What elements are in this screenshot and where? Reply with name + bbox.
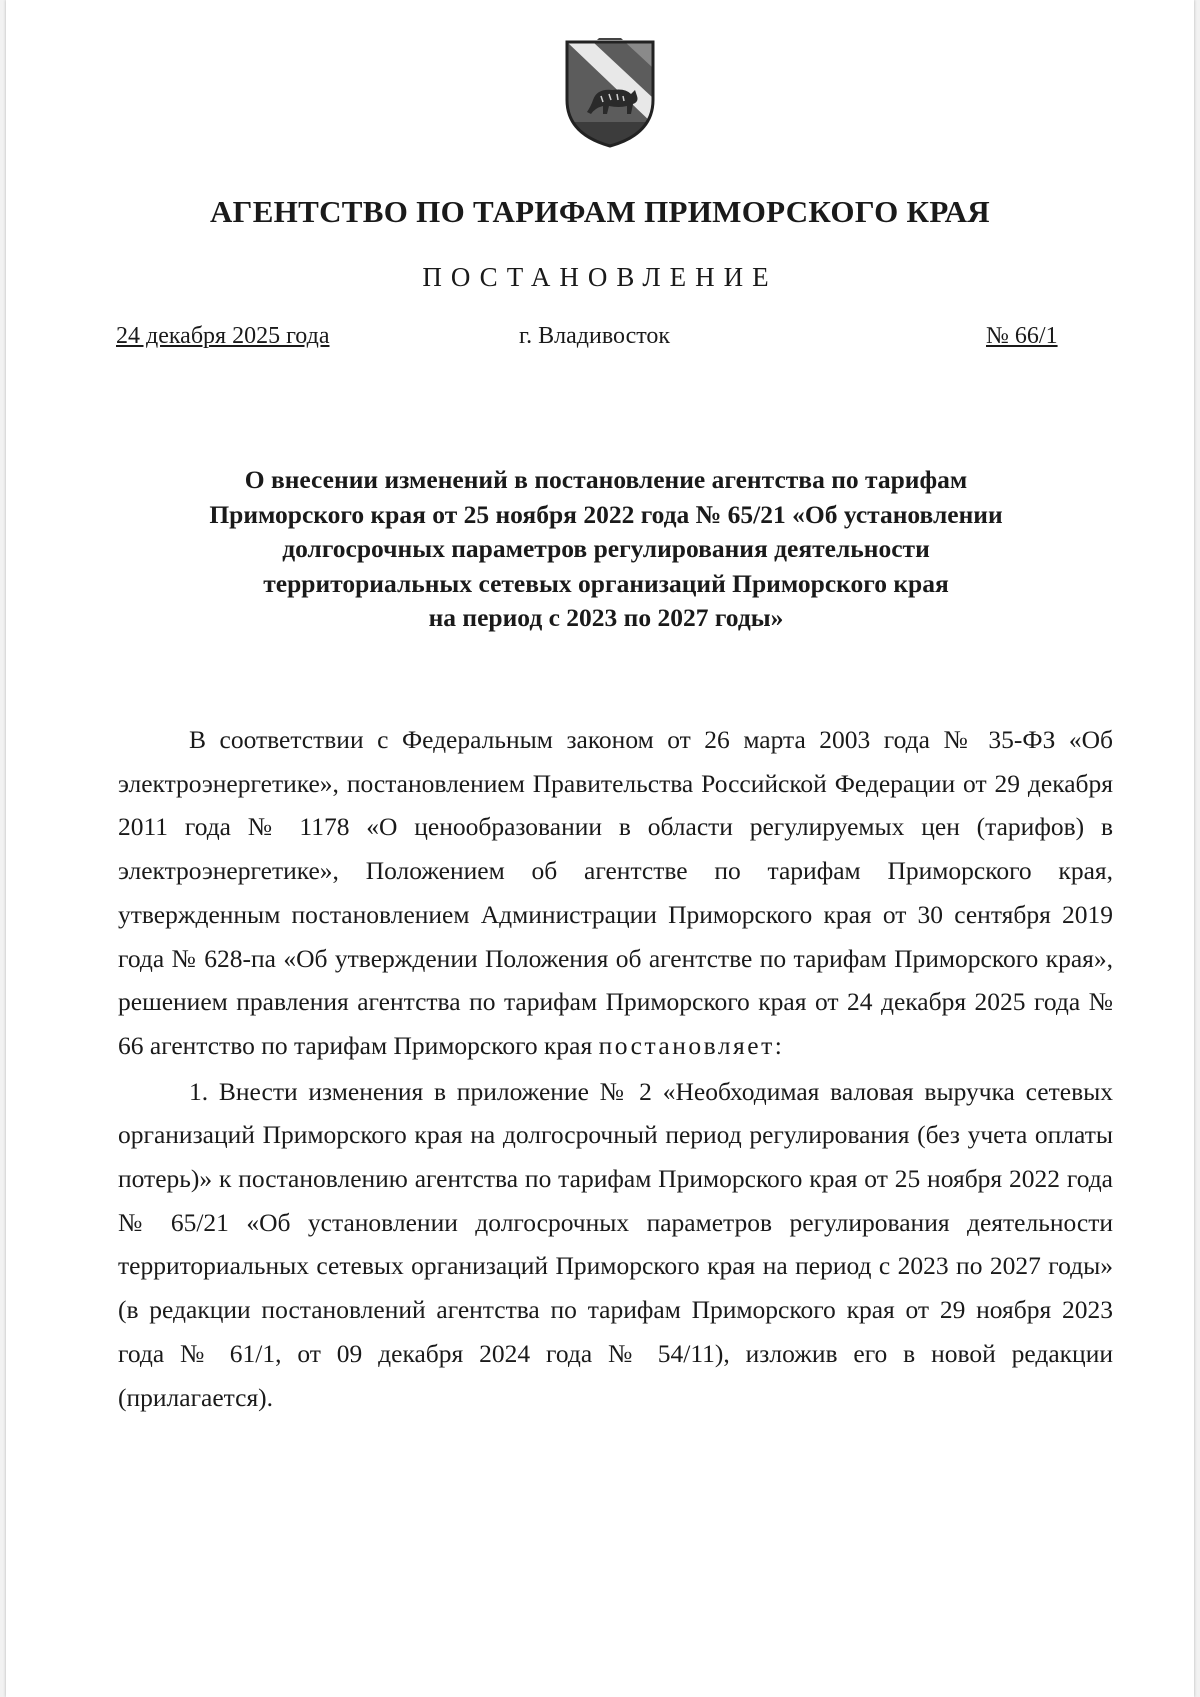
- document-city: г. Владивосток: [519, 323, 671, 349]
- title-line: территориальных сетевых организаций Приморского края: [263, 568, 949, 598]
- title-line: долгосрочных параметров регулирования деятельности: [282, 534, 930, 563]
- title-line: О внесении изменений в постановление агентства по тарифам: [244, 465, 968, 494]
- document-page: [6, 0, 1194, 1697]
- document-date: 24 декабря 2025 года: [116, 323, 330, 349]
- coat-of-arms-icon: [563, 38, 657, 150]
- agency-name: АГЕНТСТВО ПО ТАРИФАМ ПРИМОРСКОГО КРАЯ: [210, 194, 990, 229]
- decree-keyword: постановляет:: [598, 1030, 785, 1060]
- document-title: [156, 463, 1056, 636]
- document-body: [118, 718, 1113, 1419]
- document-number: № 66/1: [986, 323, 1058, 349]
- preamble-text: В соответствии с Федеральным законом от 26 марта 2003 года № 35-ФЗ «Об электроэнергетике», постановлением Правительства Российской Федерации от 29 декабря 2011 года № 1178 «О ценообразовании в области регулируемых цен (тарифов) в электроэнергетике», Положением об агентстве по тарифам Приморского края, утвержденным постановлением Администрации Приморского края от 30 сентября 2019 года № 628-па «Об утверждении Положения об агентстве по тарифам Приморского края», решением правления агентства по тарифам Приморского края от 24 декабря 2025 года № 66 агентство по тарифам Приморского края: [118, 725, 1113, 1060]
- preamble-paragraph: [118, 718, 1113, 1068]
- title-line: Приморского края от 25 ноября 2022 года № 65/21 «Об установлении: [209, 499, 1003, 529]
- title-line: на период с 2023 по 2027 годы»: [428, 603, 784, 632]
- document-type: ПОСТАНОВЛЕНИЕ: [422, 262, 778, 292]
- clause-1-paragraph: 1. Внести изменения в приложение № 2 «Необходимая валовая выручка сетевых организаций Приморского края на долгосрочный период регулирования (без учета оплаты потерь)» к постановлению агентства по тарифам Приморского края от 25 ноября 2022 года № 65/21 «Об установлении долгосрочных параметров регулирования деятельности территориальных сетевых организаций Приморского края на период с 2023 по 2027 годы» (в редакции постановлений агентства по тарифам Приморского края от 29 ноября 2023 года № 61/1, от 09 декабря 2024 года № 54/11), изложив его в новой редакции (прилагается).: [118, 1076, 1113, 1412]
